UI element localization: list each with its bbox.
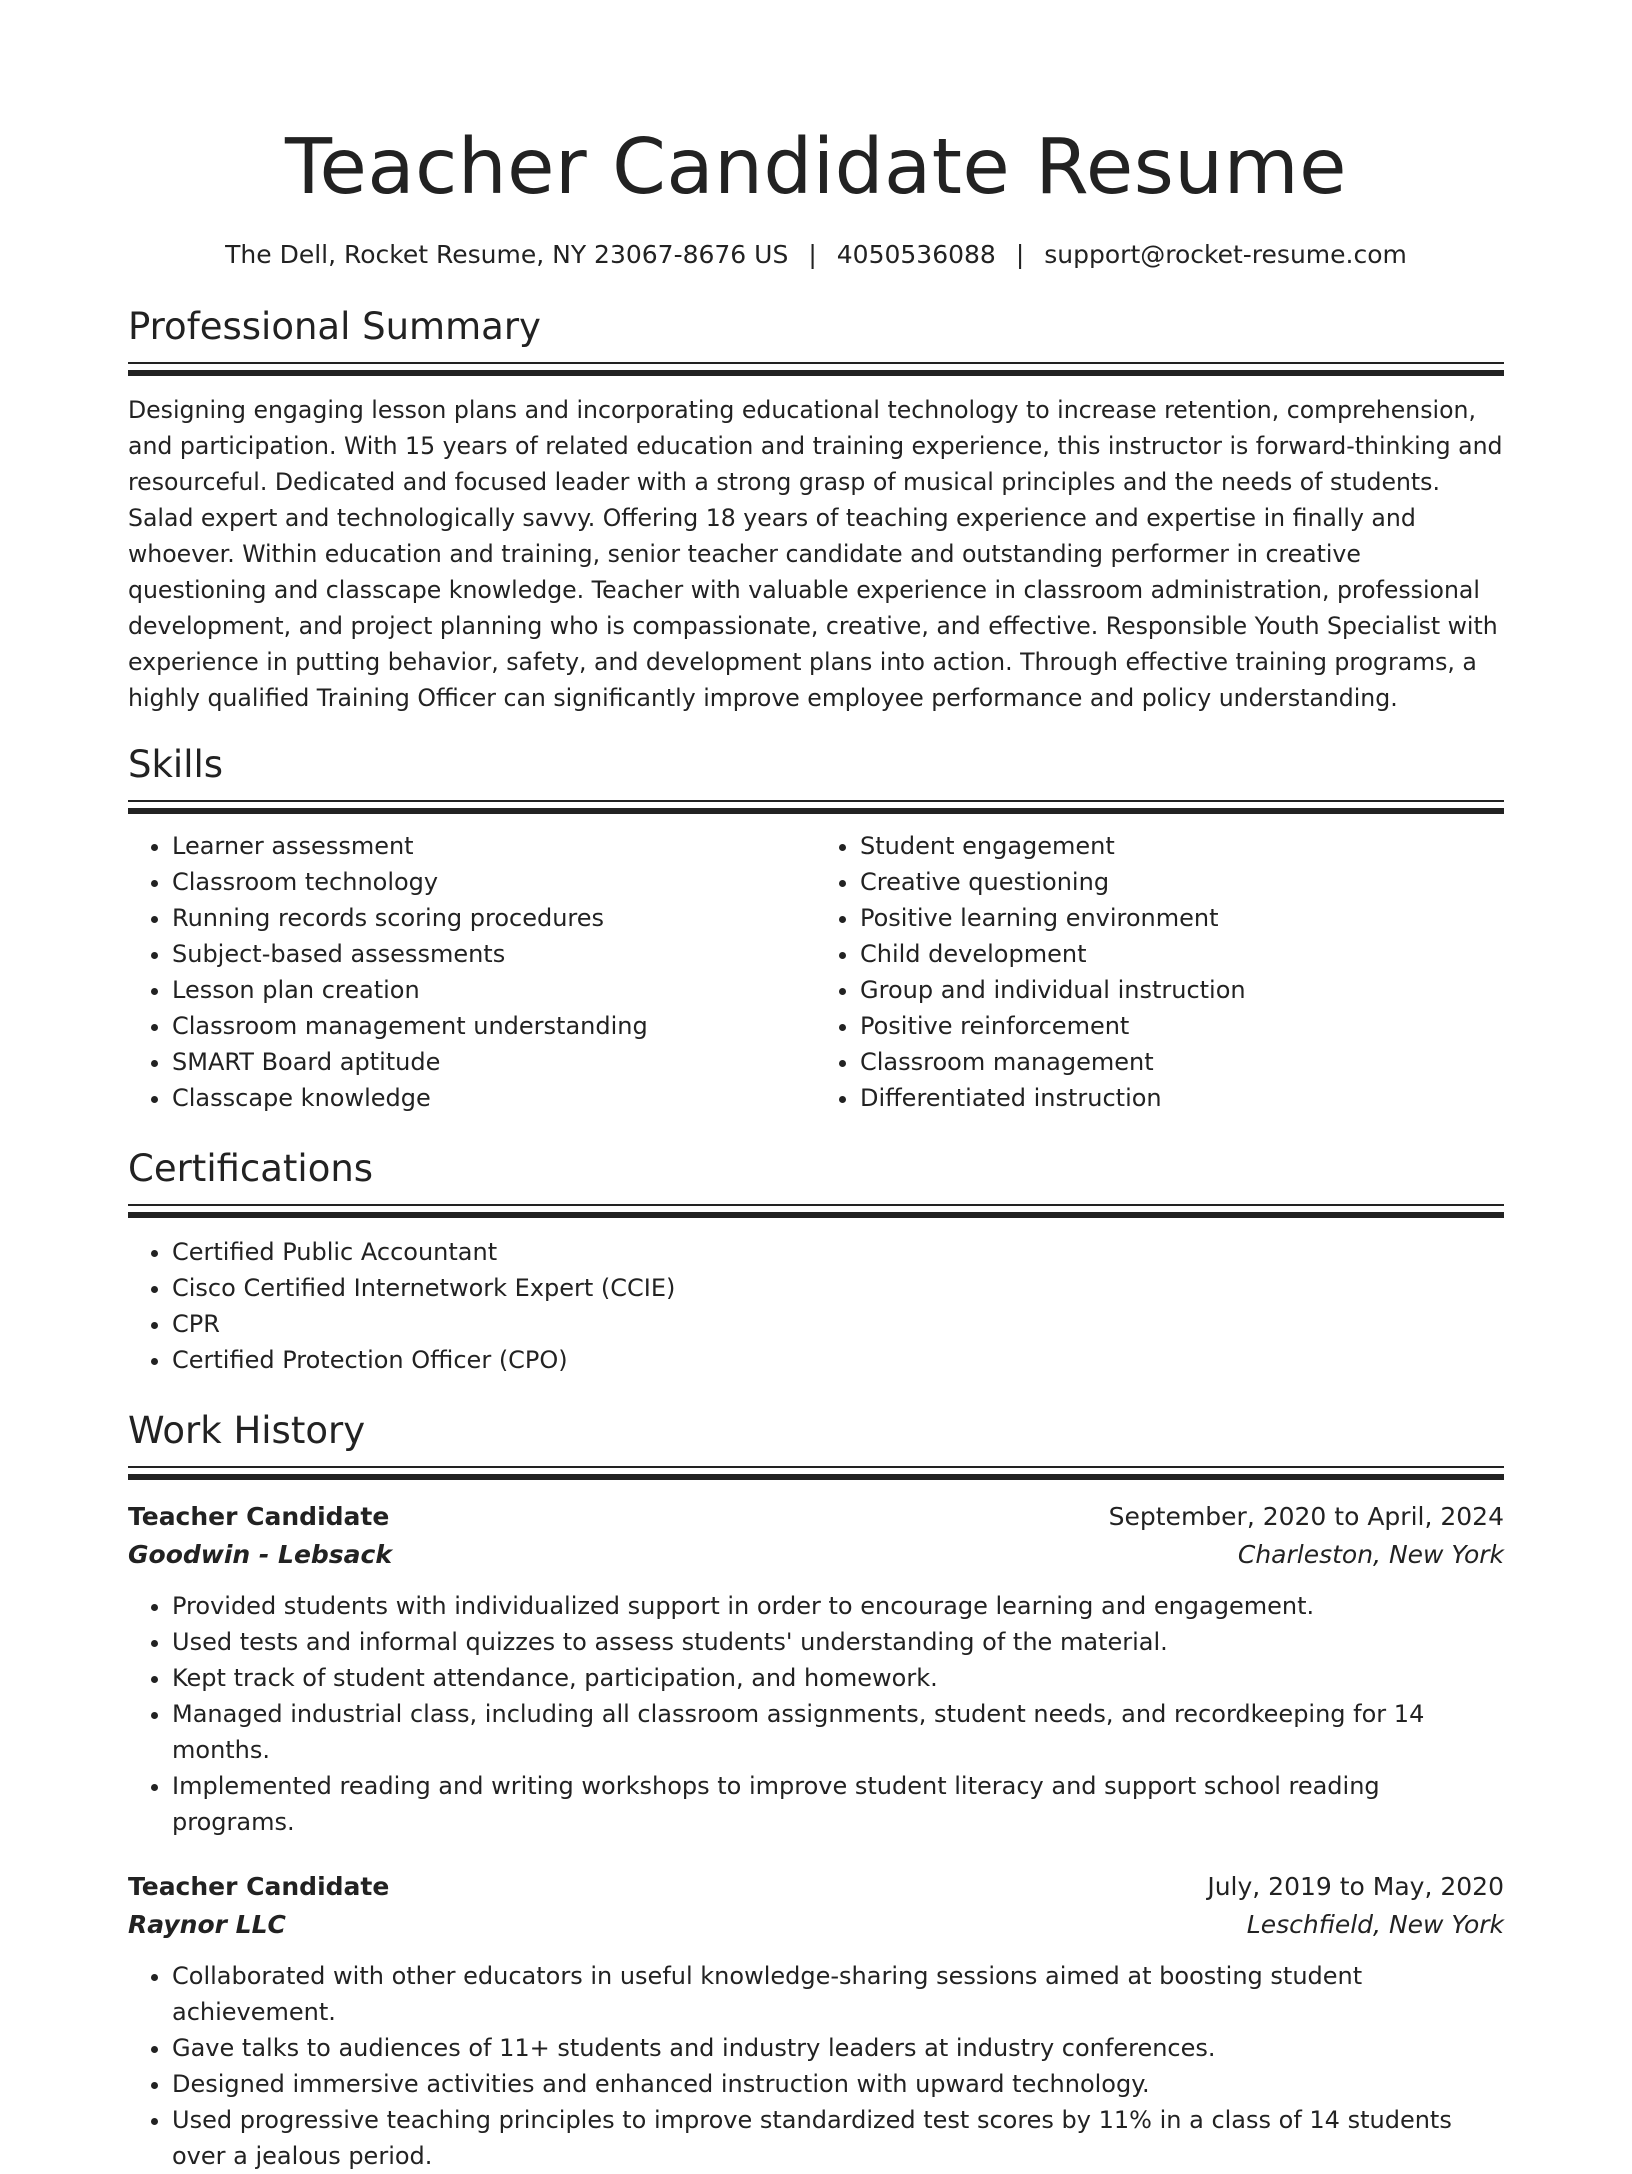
skill-item: • Learner assessment xyxy=(172,828,816,864)
job-bullet: • Used progressive teaching principles to improve standardized test scores by 11% in a class of 14 students over a jealous period. xyxy=(172,2102,1504,2174)
job-dates: July, 2019 to May, 2020 xyxy=(1207,1872,1504,1901)
job-header-row xyxy=(128,1868,1504,1906)
skill-item: • Student engagement xyxy=(860,828,1504,864)
job-bullet: • Gave talks to audiences of 11+ students and industry leaders at industry conferences. xyxy=(172,2030,1504,2066)
certification-item: • Certified Protection Officer (CPO) xyxy=(172,1342,1504,1378)
contact-separator: | xyxy=(808,240,817,269)
certifications-list xyxy=(128,1234,1504,1378)
skill-item: • Creative questioning xyxy=(860,864,1504,900)
job-bullets xyxy=(128,1958,1504,2174)
certification-item: • Certified Public Accountant xyxy=(172,1234,1504,1270)
skill-item: • Positive learning environment xyxy=(860,900,1504,936)
job-bullet: • Provided students with individualized support in order to encourage learning and engagement. xyxy=(172,1588,1504,1624)
job-bullet: • Implemented reading and writing workshops to improve student literacy and support school reading programs. xyxy=(172,1768,1504,1840)
summary-text: Designing engaging lesson plans and incorporating educational technology to increase retention, comprehension, and participation. With 15 years of related education and training experience, this instructor is forward-thinking and resourceful. Dedicated and focused leader with a strong grasp of musical principles and the needs of students. Salad expert and technologically savvy. Offering 18 years of teaching experience and expertise in finally and whoever. Within education and training, senior teacher candidate and outstanding performer in creative questioning and classcape knowledge. Teacher with valuable experience in classroom administration, professional development, and project planning who is compassionate, creative, and effective. Responsible Youth Specialist with experience in putting behavior, safety, and development plans into action. Through effective training programs, a highly qualified Training Officer can significantly improve employee performance and policy understanding. xyxy=(128,396,1503,712)
work-history-section xyxy=(128,1408,1504,2174)
summary-heading: Professional Summary xyxy=(128,305,541,348)
job-header-row xyxy=(128,1498,1504,1536)
contact-separator: | xyxy=(1015,240,1025,269)
certification-item: • CPR xyxy=(172,1306,1504,1342)
job-bullet: • Kept track of student attendance, participation, and homework. xyxy=(172,1660,1504,1696)
resume-title: Teacher Candidate Resume xyxy=(285,123,1347,212)
skills-list-right xyxy=(816,828,1504,1116)
job-company: Raynor LLC xyxy=(128,1910,286,1939)
job-title: Teacher Candidate xyxy=(128,1872,390,1901)
job-subheader-row xyxy=(128,1536,1504,1574)
job-bullet: • Collaborated with other educators in useful knowledge-sharing sessions aimed at boosting student achievement. xyxy=(172,1958,1504,2030)
skills-list-left xyxy=(128,828,816,1116)
job-entry xyxy=(128,1498,1504,1840)
contact-email: support@rocket-resume.com xyxy=(1044,240,1407,269)
section-divider xyxy=(128,1466,1504,1480)
summary-section xyxy=(128,304,1504,716)
skill-item: • Classroom management xyxy=(860,1044,1504,1080)
job-location: Leschfield, New York xyxy=(1246,1910,1504,1939)
skills-section xyxy=(128,742,1504,1116)
job-entry xyxy=(128,1868,1504,2174)
skill-item: • Running records scoring procedures xyxy=(172,900,816,936)
skill-item: • SMART Board aptitude xyxy=(172,1044,816,1080)
skill-item: • Subject-based assessments xyxy=(172,936,816,972)
skill-item: • Positive reinforcement xyxy=(860,1008,1504,1044)
skill-item: • Classroom management understanding xyxy=(172,1008,816,1044)
skill-item: • Classroom technology xyxy=(172,864,816,900)
job-company: Goodwin - Lebsack xyxy=(128,1540,392,1569)
certifications-section xyxy=(128,1146,1504,1378)
contact-line xyxy=(128,238,1504,272)
section-divider xyxy=(128,1204,1504,1218)
skill-item: • Lesson plan creation xyxy=(172,972,816,1008)
skill-item: • Child development xyxy=(860,936,1504,972)
skills-heading: Skills xyxy=(128,743,224,786)
skill-item: • Classcape knowledge xyxy=(172,1080,816,1116)
certifications-heading: Certifications xyxy=(128,1147,374,1190)
job-bullets xyxy=(128,1588,1504,1840)
job-dates: September, 2020 to April, 2024 xyxy=(1108,1502,1504,1531)
contact-address: The Dell, Rocket Resume, NY 23067-8676 US xyxy=(225,240,789,269)
skill-item: • Differentiated instruction xyxy=(860,1080,1504,1116)
job-subheader-row xyxy=(128,1906,1504,1944)
job-location: Charleston, New York xyxy=(1237,1540,1504,1569)
skill-item: • Group and individual instruction xyxy=(860,972,1504,1008)
job-title: Teacher Candidate xyxy=(128,1502,390,1531)
job-bullet: • Designed immersive activities and enhanced instruction with upward technology. xyxy=(172,2066,1504,2102)
section-divider xyxy=(128,362,1504,376)
contact-phone: 4050536088 xyxy=(836,240,996,269)
job-bullet: • Used tests and informal quizzes to assess students' understanding of the material. xyxy=(172,1624,1504,1660)
certification-item: • Cisco Certified Internetwork Expert (CCIE) xyxy=(172,1270,1504,1306)
work-history-heading: Work History xyxy=(128,1409,366,1452)
skills-columns xyxy=(128,828,1504,1116)
job-bullet: • Managed industrial class, including all classroom assignments, student needs, and recordkeeping for 14 months. xyxy=(172,1696,1504,1768)
section-divider xyxy=(128,800,1504,814)
